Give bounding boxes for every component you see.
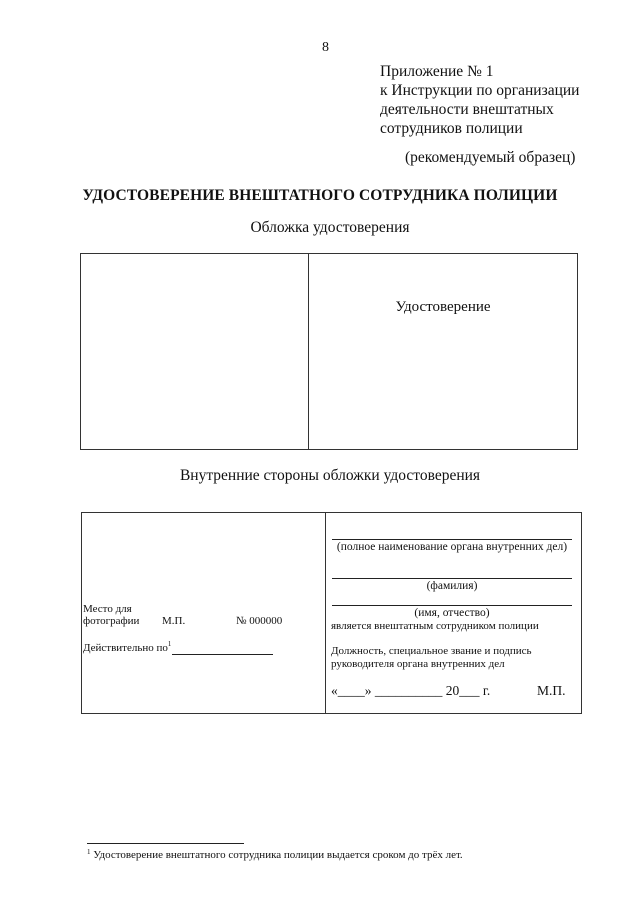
sample-note: (рекомендуемый образец) [405,149,576,166]
cover-fold-divider [308,253,309,450]
footnote-number: 1 [87,848,91,856]
page-number: 8 [322,40,329,55]
footnote-text: Удостоверение внештатного сотрудника полиции выдается сроком до трёх лет. [93,849,463,861]
certificate-number: № 000000 [236,615,283,627]
name-patronymic-caption: (имя, отчество) [414,607,490,619]
footnote-separator [87,843,244,844]
name-patronymic-field-line [332,605,572,606]
inner-sides-heading: Внутренние стороны обложки удостоверения [179,467,481,484]
cover-heading: Обложка удостоверения [250,219,410,236]
inner-fold-divider [325,512,326,714]
photo-label-line: Место для [83,603,132,615]
status-statement: является внештатным сотрудником полиции [331,620,539,632]
stamp-place-left: М.П. [162,615,186,627]
valid-until-field-line [172,654,273,655]
signature-caption-line: Должность, специальное звание и подпись [331,645,532,657]
footnote-ref: 1 [167,640,172,648]
surname-field-line [332,578,572,579]
surname-caption: (фамилия) [426,580,478,592]
appendix-line: к Инструкции по организации [380,82,580,99]
signature-caption-line: руководителя органа внутренних дел [331,658,505,670]
issue-date-template: «____» __________ 20___ г. [331,683,491,698]
appendix-line: Приложение № 1 [380,63,494,80]
org-name-caption: (полное наименование органа внутренних дел) [336,541,568,553]
appendix-line: сотрудников полиции [380,120,523,137]
photo-label-line: фотографии [83,615,140,627]
appendix-line: деятельности внештатных [380,101,554,118]
appendix-reference [380,62,579,138]
document-title: УДОСТОВЕРЕНИЕ ВНЕШТАТНОГО СОТРУДНИКА ПОЛИЦИИ [82,187,558,204]
org-name-field-line [332,539,572,540]
valid-until-label [83,642,171,654]
cover-label: Удостоверение [395,299,491,315]
cover-frame [80,253,578,450]
valid-until-text: Действительно по [83,642,168,654]
photo-placeholder-label [83,603,139,627]
footnote [87,849,463,861]
stamp-place-right: М.П. [537,683,566,698]
